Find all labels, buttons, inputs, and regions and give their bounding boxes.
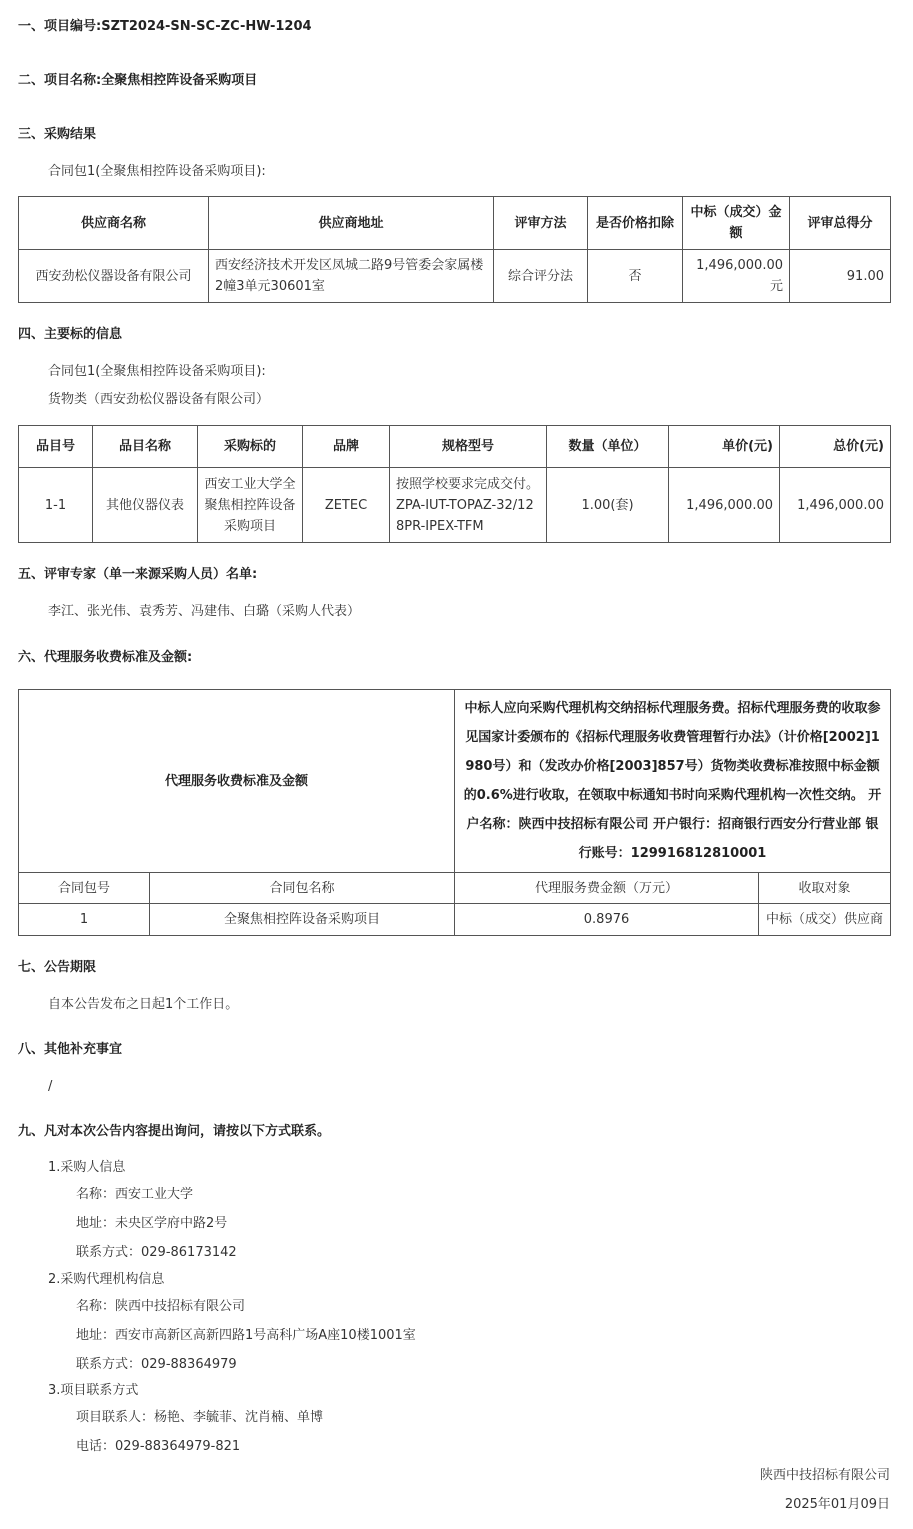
buyer-info-title: 1.采购人信息: [48, 1160, 126, 1175]
unit-price-cell: 1,496,000.00: [669, 468, 780, 543]
col-price-deduction: 是否价格扣除: [588, 197, 683, 250]
col-fee-amount: 代理服务费金额（万元）: [455, 873, 759, 904]
col-package-no: 合同包号: [19, 873, 150, 904]
spec-cell: 按照学校要求完成交付。ZPA-IUT-TOPAZ-32/128PR-IPEX-TFM: [390, 468, 547, 543]
col-fee-target: 收取对象: [759, 873, 891, 904]
bid-amount-cell: 1,496,000.00元: [683, 250, 790, 303]
result-table-header: [19, 197, 891, 250]
main-subject-heading: 四、主要标的信息: [18, 327, 123, 342]
col-unit-price: 单价(元): [669, 426, 780, 468]
buyer-phone: 联系方式：029-86173142: [76, 1245, 237, 1260]
col-total-score: 评审总得分: [790, 197, 891, 250]
price-deduction-cell: 否: [588, 250, 683, 303]
other-matters-heading: 八、其他补充事宜: [18, 1042, 123, 1057]
notice-period-text: 自本公告发布之日起1个工作日。: [48, 997, 239, 1012]
package-name-cell: 全聚焦相控阵设备采购项目: [150, 904, 455, 936]
supplier-address-cell: 西安经济技术开发区凤城二路9号管委会家属楼2幢3单元30601室: [209, 250, 494, 303]
col-review-method: 评审方法: [494, 197, 588, 250]
project-number-line: [18, 17, 312, 37]
fee-target-cell: 中标（成交）供应商: [759, 904, 891, 936]
experts-heading: 五、评审专家（单一来源采购人员）名单:: [18, 567, 258, 582]
project-contact-title: 3.项目联系方式: [48, 1383, 139, 1398]
fee-table-header: [19, 873, 891, 904]
table-row: [19, 904, 891, 936]
target-cell: 西安工业大学全聚焦相控阵设备采购项目: [198, 468, 303, 543]
col-package-name: 合同包名称: [150, 873, 455, 904]
project-name-label: 二、项目名称:: [18, 73, 102, 88]
notice-period-heading: 七、公告期限: [18, 960, 97, 975]
col-item-no: 品目号: [19, 426, 93, 468]
package-no-cell: 1: [19, 904, 150, 936]
fee-standard-description: 中标人应向采购代理机构交纳招标代理服务费。招标代理服务费的收取参见国家计委颁布的《招标代理服务收费管理暂行办法》（计价格[2002]1980号）和（发改办价格[2003]857号）货物类收费标准按照中标金额的0.6%进行收取，在领取中标通知书时向采购代理机构一次性交纳。 开户名称：陕西中技招标有限公司 开户银行：招商银行西安分行营业部 银行账号：129916812810001: [455, 690, 891, 873]
review-method-cell: 综合评分法: [494, 250, 588, 303]
col-quantity: 数量（单位）: [547, 426, 669, 468]
project-name-line: [18, 71, 257, 91]
fee-standard-label: 代理服务收费标准及金额: [19, 690, 455, 873]
fee-amount-cell: 0.8976: [455, 904, 759, 936]
buyer-name: 名称：西安工业大学: [76, 1187, 194, 1202]
other-matters-text: /: [48, 1079, 53, 1094]
project-number-value: SZT2024-SN-SC-ZC-HW-1204: [101, 19, 312, 34]
col-item-name: 品目名称: [93, 426, 198, 468]
footer-company: 陕西中技招标有限公司: [759, 1468, 890, 1483]
total-price-cell: 1,496,000.00: [780, 468, 891, 543]
agency-fee-table: [18, 689, 891, 936]
project-contact-people: 项目联系人：杨艳、李毓菲、沈肖楠、单博: [76, 1410, 324, 1425]
item-name-cell: 其他仪器仪表: [93, 468, 198, 543]
subject-table-header: [19, 426, 891, 468]
item-no-cell: 1-1: [19, 468, 93, 543]
project-name-value: 全聚焦相控阵设备采购项目: [101, 73, 258, 88]
supplier-name-cell: 西安劲松仪器设备有限公司: [19, 250, 209, 303]
agency-address: 地址：西安市高新区高新四路1号高科广场A座10楼1001室: [76, 1328, 416, 1343]
col-target: 采购标的: [198, 426, 303, 468]
experts-list: 李江、张光伟、袁秀芳、冯建伟、白璐（采购人代表）: [48, 604, 361, 619]
project-contact-phone: 电话：029-88364979-821: [76, 1439, 241, 1454]
col-bid-amount: 中标（成交）金额: [683, 197, 790, 250]
total-score-cell: 91.00: [790, 250, 891, 303]
col-brand: 品牌: [303, 426, 390, 468]
agency-name: 名称：陕西中技招标有限公司: [76, 1299, 246, 1314]
buyer-address: 地址：未央区学府中路2号: [76, 1216, 228, 1231]
result-package-label: 合同包1(全聚焦相控阵设备采购项目):: [48, 164, 266, 179]
result-table: [18, 196, 891, 303]
quantity-cell: 1.00(套): [547, 468, 669, 543]
subject-table: [18, 425, 891, 543]
project-number-label: 一、项目编号:: [18, 19, 102, 34]
subject-category-label: 货物类（西安劲松仪器设备有限公司）: [48, 392, 270, 407]
col-spec: 规格型号: [390, 426, 547, 468]
subject-package-label: 合同包1(全聚焦相控阵设备采购项目):: [48, 364, 266, 379]
agency-fee-heading: 六、代理服务收费标准及金额:: [18, 650, 193, 665]
table-row: [19, 468, 891, 543]
footer-date: 2025年01月09日: [784, 1497, 890, 1512]
col-total-price: 总价(元): [780, 426, 891, 468]
brand-cell: ZETEC: [303, 468, 390, 543]
col-supplier-name: 供应商名称: [19, 197, 209, 250]
col-supplier-address: 供应商地址: [209, 197, 494, 250]
fee-standard-row: [19, 690, 891, 873]
contact-heading: 九、凡对本次公告内容提出询问，请按以下方式联系。: [18, 1124, 331, 1139]
agency-phone: 联系方式：029-88364979: [76, 1357, 237, 1372]
agency-info-title: 2.采购代理机构信息: [48, 1272, 165, 1287]
table-row: [19, 250, 891, 303]
procurement-result-heading: 三、采购结果: [18, 127, 97, 142]
